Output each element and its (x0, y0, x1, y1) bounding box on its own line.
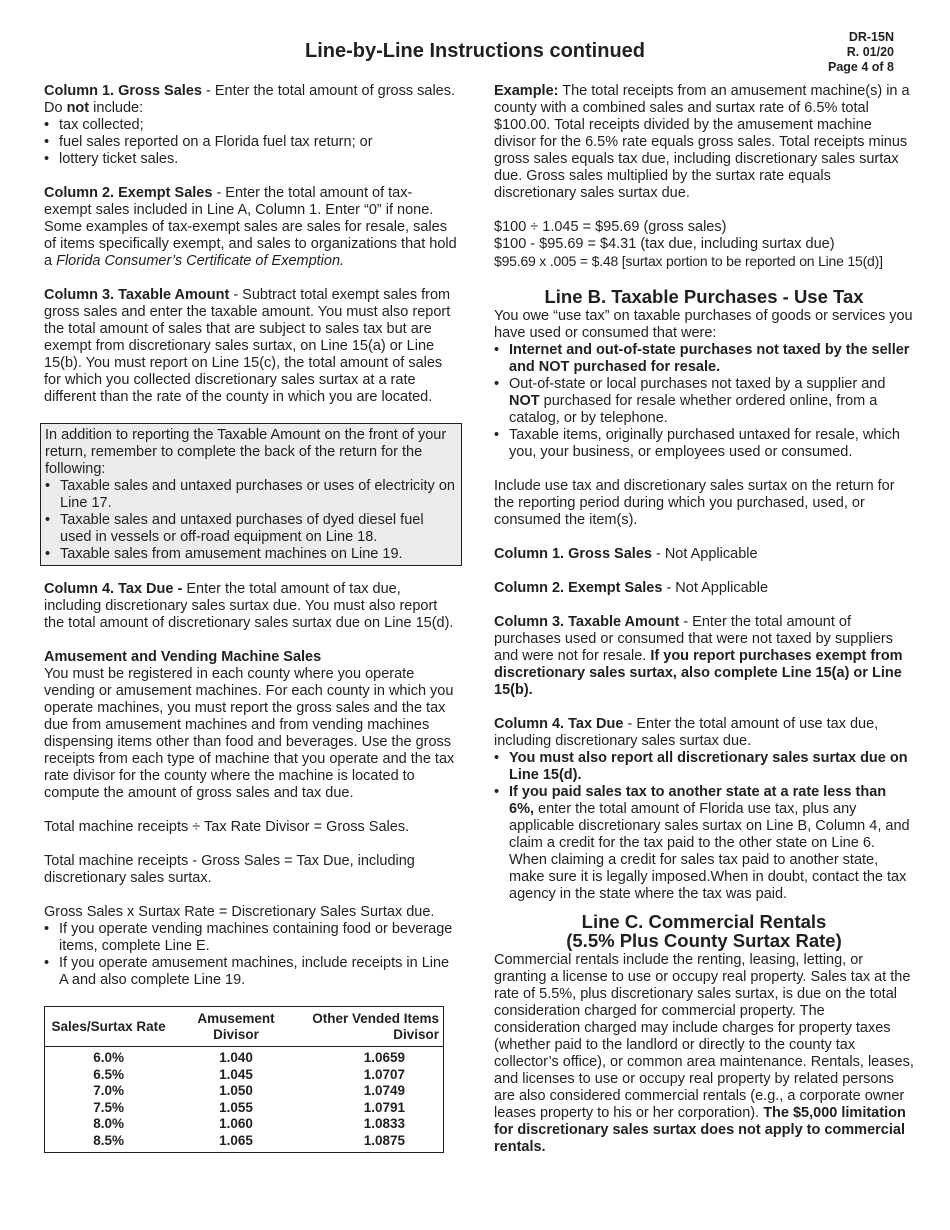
other-cell: 1.0875 (363, 1132, 405, 1148)
list-item: • Taxable sales from amusement machines on Line 19. (45, 546, 457, 563)
table-row (45, 1067, 444, 1084)
header-amusement: Amusement Divisor (172, 1007, 300, 1047)
right-column (494, 83, 914, 1173)
table-row (45, 1047, 444, 1067)
rate-cell: 8.5% (93, 1132, 124, 1148)
column-1-gross-sales: Column 1. Gross Sales - Enter the total amount of gross sales. Do not include: (44, 83, 456, 116)
line-b-column-2: Column 2. Exempt Sales - Not Applicable (494, 580, 769, 596)
other-cell: 1.0749 (363, 1083, 405, 1098)
reminder-intro: In addition to reporting the Taxable Amount on the front of your return, remember to complete the back of the return for the following: (45, 427, 447, 477)
form-revision: R. 01/20 (846, 45, 894, 59)
header-other: Other Vended Items Divisor (300, 1007, 444, 1047)
amusement-text: You must be registered in each county where you operate vending or amusement machines. For each county in which you operate machines, you must report the gross sales and the tax due from amusement machines and from vending machines dispensing items other than food and beverages. Use the gross receipts from each type of machine that you operate and the tax rate divisor for the county where the machine is located to compute the amount of gross sales and tax due. (44, 666, 455, 801)
amusement-cell: 1.050 (219, 1083, 253, 1098)
reminder-box (40, 423, 462, 566)
list-item: • Out-of-state or local purchases not taxed by a supplier and NOT purchased for resale whether ordered online, from a catalog, or by telephone. (494, 376, 914, 427)
line-b-column-4: Column 4. Tax Due - Enter the total amount of use tax due, including discretionary sales surtax due. (494, 716, 879, 749)
list-item: • lottery ticket sales. (44, 151, 458, 168)
form-number: DR-15N (848, 30, 894, 44)
list-item: • Taxable items, originally purchased untaxed for resale, which you, your business, or employees used or consumed. (494, 427, 914, 461)
vending-list (44, 921, 458, 989)
table-row (45, 1116, 444, 1133)
rate-cell: 6.5% (93, 1066, 124, 1082)
line-b-column-1: Column 1. Gross Sales - Not Applicable (494, 546, 758, 562)
rate-cell: 7.0% (93, 1083, 124, 1098)
amusement-cell: 1.060 (219, 1116, 253, 1131)
example-paragraph: Example: The total receipts from an amusement machine(s) in a county with a combined sales and surtax rate of 6.5% total $100.00. Total receipts divided by the amusement machine divisor for the 6.5% rate equals gross sales. Total receipts minus gross sales equals tax due, including discretionary sales surtax due. Gross sales multiplied by the surtax rate equals discretionary sales surtax due. (494, 83, 910, 201)
rate-cell: 8.0% (93, 1116, 124, 1131)
line-c-title: Line C. Commercial Rentals (581, 911, 827, 932)
amusement-cell: 1.065 (219, 1132, 253, 1148)
list-item: • If you operate vending machines containing food or beverage items, complete Line E. (44, 921, 458, 955)
line-c-subtitle: (5.5% Plus County Surtax Rate) (566, 930, 842, 951)
list-item: • tax collected; (44, 117, 458, 134)
left-column (44, 83, 458, 1153)
header-rate: Sales/Surtax Rate (45, 1007, 173, 1047)
page-number: Page 4 of 8 (828, 60, 894, 74)
formula-gross-sales: Total machine receipts ÷ Tax Rate Divisor = Gross Sales. (44, 819, 410, 835)
rate-cell: 7.5% (93, 1099, 124, 1115)
line-b-include: Include use tax and discretionary sales surtax on the return for the reporting period during which you purchased, used, or consumed the item(s). (494, 478, 895, 528)
other-cell: 1.0659 (363, 1050, 405, 1065)
reminder-list (45, 478, 457, 563)
calc-surtax: $95.69 x .005 = $.48 [surtax portion to be reported on Line 15(d)] (494, 253, 883, 269)
line-c-text: Commercial rentals include the renting, leasing, letting, or granting a license to use or occupy real property. Sales tax at the rate of 5.5%, plus discretionary sales surtax, is due on the total consideration charged for commercial property. The consideration charged may include charges for property taxes (whether paid to the landlord or directly to the county tax collector’s office), or common area maintenance. Rentals, leases, and licenses to use or occupy real property by related persons are also considered commercial rentals (e.g., a corporate owner leases property to his or her corporation). The $5,000 limitation for discretionary sales surtax does not apply to commercial rentals. (494, 952, 914, 1155)
line-b-intro: You owe “use tax” on taxable purchases of goods or services you have used or consumed that were: (494, 308, 913, 341)
amusement-cell: 1.055 (219, 1099, 253, 1115)
table-header-row (45, 1007, 444, 1047)
list-item: • You must also report all discretionary sales surtax due on Line 15(d). (494, 750, 914, 784)
other-cell: 1.0791 (363, 1099, 405, 1115)
calc-gross-sales: $100 ÷ 1.045 = $95.69 (gross sales) (494, 219, 727, 235)
list-item: • If you paid sales tax to another state at a rate less than 6%, enter the total amount of Florida use tax, plus any applicable discretionary sales surtax on Line B, Column 4, and claim a credit for the tax paid to the other state on Line 6. When claiming a credit for sales tax paid to another state, make sure it is legally imposed.When in doubt, contact the tax agency in the state where the tax was paid. (494, 784, 914, 903)
line-c-heading (494, 912, 914, 950)
list-item: • fuel sales reported on a Florida fuel tax return; or (44, 134, 458, 151)
line-b-column-4-list (494, 750, 914, 903)
line-b-column-3: Column 3. Taxable Amount - Enter the total amount of purchases used or consumed that were not taxed by suppliers and were not for resale. If you report purchases exempt from discretionary sales surtax, also complete Line 15(a) or Line 15(b). (494, 614, 903, 698)
column-2-exempt-sales: Column 2. Exempt Sales - Enter the total amount of tax-exempt sales included in Line A, Column 1. Enter “0” if none. Some examples of tax-exempt sales are sales for resale, sales of items specifically exempt, and sales to organizations that hold a Florida Consumer’s Certificate of Exemption. (44, 185, 457, 269)
amusement-cell: 1.045 (219, 1066, 253, 1082)
formula-surtax: Gross Sales x Surtax Rate = Discretionary Sales Surtax due. (44, 904, 435, 920)
list-item: • If you operate amusement machines, include receipts in Line A and also complete Line 19. (44, 955, 458, 989)
line-b-list (494, 342, 914, 461)
list-item: • Taxable sales and untaxed purchases of dyed diesel fuel used in vessels or off-road equipment on Line 18. (45, 512, 457, 546)
divisor-table (44, 1006, 444, 1153)
table-row (45, 1100, 444, 1117)
list-item: • Taxable sales and untaxed purchases or uses of electricity on Line 17. (45, 478, 457, 512)
amusement-heading: Amusement and Vending Machine Sales (44, 649, 322, 665)
amusement-cell: 1.040 (219, 1050, 253, 1065)
rate-cell: 6.0% (93, 1050, 124, 1065)
column-4-tax-due: Column 4. Tax Due - Enter the total amount of tax due, including discretionary sales surtax due. You must also report the total amount of discretionary sales surtax due on Line 15(d). (44, 581, 454, 631)
column-3-taxable-amount: Column 3. Taxable Amount - Subtract total exempt sales from gross sales and enter the taxable amount. You must also report the total amount of sales that are subject to sales tax but are exempt from discretionary sales surtax, on Line 15(a) or Line 15(b). You must report on Line 15(c), the total amount of sales for which you collected discretionary sales surtax at a rate different than the rate of the county in which you are located. (44, 287, 451, 405)
other-cell: 1.0707 (363, 1066, 405, 1082)
calc-tax-due: $100 - $95.69 = $4.31 (tax due, including surtax due) (494, 236, 835, 252)
table-row (45, 1083, 444, 1100)
list-item: • Internet and out-of-state purchases not taxed by the seller and NOT purchased for resale. (494, 342, 914, 376)
page-title: Line-by-Line Instructions continued (305, 40, 645, 62)
line-b-heading: Line B. Taxable Purchases - Use Tax (544, 286, 864, 307)
gross-sales-exclusions (44, 117, 458, 168)
formula-tax-due: Total machine receipts - Gross Sales = Tax Due, including discretionary sales surtax. (44, 853, 415, 886)
form-identifier (828, 30, 894, 75)
table-row (45, 1133, 444, 1153)
other-cell: 1.0833 (363, 1116, 405, 1131)
